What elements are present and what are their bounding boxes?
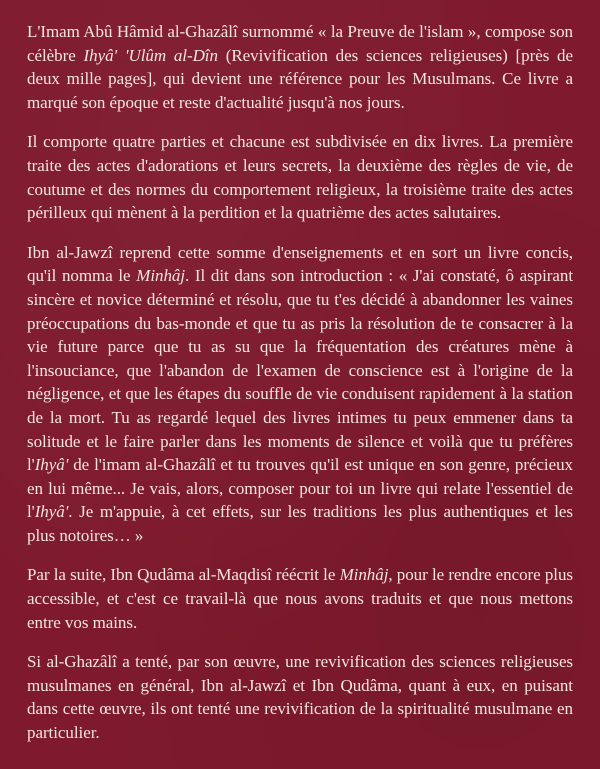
book-title-ihya: Ihyâ' 'Ulûm al-Dîn <box>83 45 218 65</box>
text-segment: . Je m'appuie, à cet effets, sur les traditions les plus authentiques et les plus notoires… » <box>27 502 573 545</box>
paragraph-ibn-jawzi <box>27 241 573 548</box>
paragraph-ibn-qudama <box>27 563 573 634</box>
text-segment: Par la suite, Ibn Qudâma al-Maqdisî réécrit le <box>27 565 340 585</box>
paragraph-intro <box>27 20 573 114</box>
text-segment: , pour le rendre encore plus accessible, et c'est ce travail-là que nous avons traduits et que nous mettons entre vos mains. <box>27 565 573 632</box>
text-segment: Si al-Ghazâlî a tenté, par son œuvre, une revivification des sciences religieuses musulmanes en général, Ibn al-Jawzî et Ibn Qudâma, quant à eux, en puisant dans cette œuvre, ils ont tenté une revivification de la spiritualité musulmane en particulier. <box>27 652 573 743</box>
text-segment: (Revivification des sciences religieuses) [près de deux mille pages], qui devient une référence pour les Musulmans. Ce livre a marqué son époque et reste d'actualité jusqu'à nos jours. <box>27 45 573 112</box>
text-segment: . Il dit dans son introduction : « J'ai constaté, ô aspirant sincère et novice déterminé et résolu, que tu t'es décidé à abandonner les vaines préoccupations du bas-monde et que tu as pris la résolution de te consacrer à la vie future parce que tu as su que la fréquentation des créatures mène à l'insouciance, que l'abandon de l'examen de conscience est à l'origine de la négligence, et que les étapes du souffle de vie conduisent rapidement à la station de la mort. Tu as regardé lequel des livres intimes tu peux emmener dans ta solitude et le faire parler dans les moments de silence et voilà que tu préfères l' <box>27 266 574 475</box>
paragraph-structure <box>27 130 573 224</box>
paragraph-conclusion <box>27 650 573 744</box>
text-segment: L'Imam Abû Hâmid al-Ghazâlî surnommé « la Preuve de l'islam », compose son célèbre <box>27 22 573 65</box>
book-title-ihya: Ihyâ' <box>34 455 69 475</box>
text-segment: Ibn al-Jawzî reprend cette somme d'enseignements et en sort un livre concis, qu'il nomma le <box>27 242 573 286</box>
text-segment: de l'imam al-Ghazâlî et tu trouves qu'il est unique en son genre, précieux en lui même... Je vais, alors, composer pour toi un livre qui relate l'essentiel de l' <box>27 455 573 522</box>
book-title-minhaj: Minhâj <box>136 266 186 286</box>
book-title-minhaj: Minhâj <box>339 565 389 585</box>
text-segment: Il comporte quatre parties et chacune est subdivisée en dix livres. La première traite des actes d'adorations et leurs secrets, la deuxième des règles de vie, de coutume et des normes du comportement religieux, la troisième traite des actes périlleux qui mènent à la perdition et la quatrième des actes salutaires. <box>27 132 573 223</box>
book-title-ihya: Ihyâ' <box>34 502 69 522</box>
